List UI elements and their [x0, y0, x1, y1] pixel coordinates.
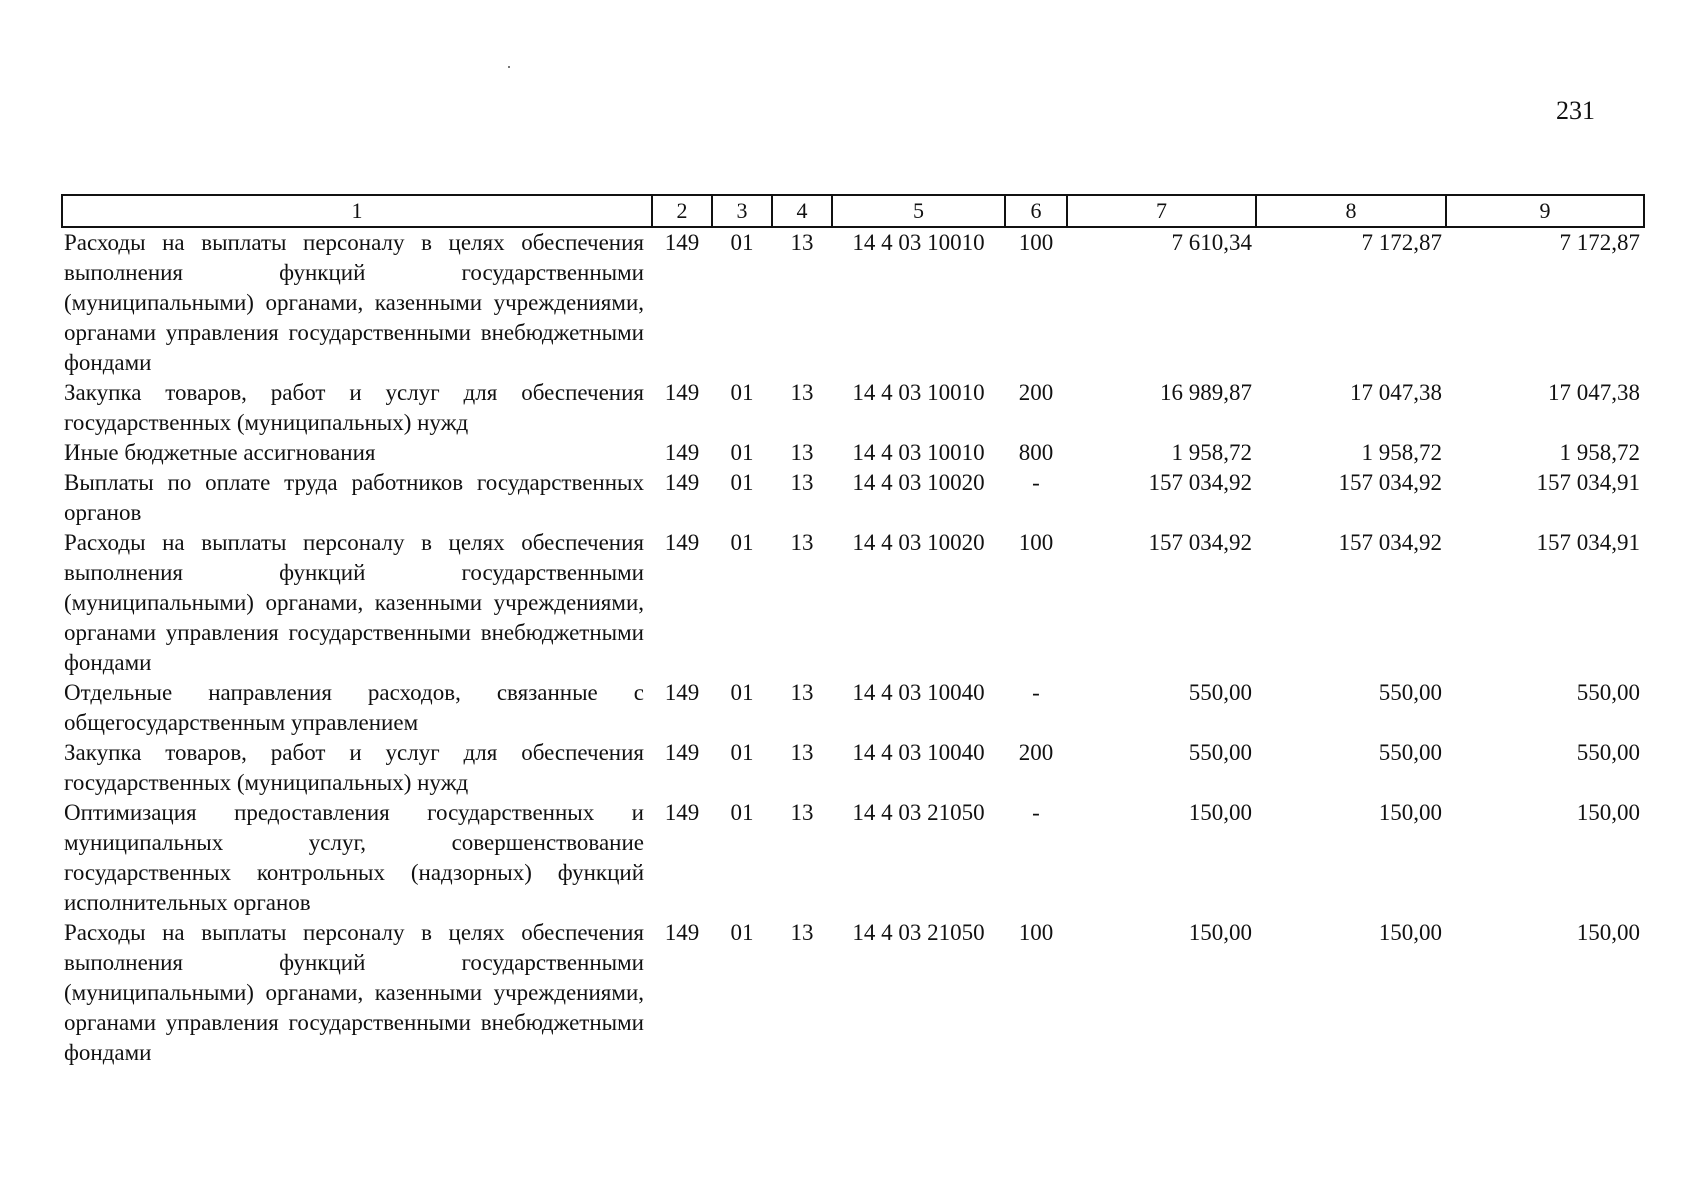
row-name: Расходы на выплаты персоналу в целях обеспечения выполнения функций государственными (муниципальными) органами, казенными учреждениями, органами управления государственными внебюджетными фондами	[64, 230, 644, 375]
row-code-3: 01	[730, 470, 754, 495]
row-code-6: 100	[1018, 530, 1054, 555]
row-code-5: 14 4 03 10010	[852, 230, 985, 255]
header-cell-3: 3	[712, 195, 772, 227]
row-amount-9: 150,00	[1576, 800, 1640, 825]
budget-table	[61, 194, 1645, 1068]
row-amount-8: 1 958,72	[1361, 440, 1442, 465]
row-code-6: 200	[1018, 380, 1054, 405]
row-amount-8: 157 034,92	[1338, 530, 1442, 555]
row-code-4: 13	[790, 740, 814, 765]
table-row	[62, 378, 1644, 438]
row-amount-7: 16 989,87	[1160, 380, 1252, 405]
row-code-2: 149	[664, 800, 700, 825]
header-cell-9: 9	[1446, 195, 1644, 227]
row-amount-8: 17 047,38	[1350, 380, 1442, 405]
row-amount-9: 7 172,87	[1559, 230, 1640, 255]
table-row	[62, 918, 1644, 1068]
scan-speck	[508, 66, 510, 68]
row-name: Расходы на выплаты персоналу в целях обеспечения выполнения функций государственными (муниципальными) органами, казенными учреждениями, органами управления государственными внебюджетными фондами	[64, 920, 644, 1065]
row-code-6: 100	[1018, 230, 1054, 255]
row-code-4: 13	[790, 440, 814, 465]
page-number: 231	[1556, 96, 1595, 125]
header-cell-8: 8	[1256, 195, 1446, 227]
header-cell-6: 6	[1005, 195, 1067, 227]
row-code-4: 13	[790, 800, 814, 825]
row-amount-9: 550,00	[1576, 680, 1640, 705]
row-code-3: 01	[730, 920, 754, 945]
row-code-2: 149	[664, 740, 700, 765]
row-amount-8: 550,00	[1378, 680, 1442, 705]
table-row	[62, 738, 1644, 798]
row-code-6: 200	[1018, 740, 1054, 765]
row-code-4: 13	[790, 230, 814, 255]
row-amount-8: 150,00	[1378, 920, 1442, 945]
row-code-5: 14 4 03 10010	[852, 440, 985, 465]
header-row	[62, 195, 1644, 227]
row-code-3: 01	[730, 380, 754, 405]
row-code-4: 13	[790, 530, 814, 555]
row-amount-7: 1 958,72	[1171, 440, 1252, 465]
row-code-5: 14 4 03 10020	[852, 530, 985, 555]
row-code-5: 14 4 03 10010	[852, 380, 985, 405]
table-body	[62, 227, 1644, 1068]
row-name: Выплаты по оплате труда работников государственных органов	[64, 470, 644, 525]
table-row	[62, 528, 1644, 678]
row-code-2: 149	[664, 470, 700, 495]
row-name: Расходы на выплаты персоналу в целях обеспечения выполнения функций государственными (муниципальными) органами, казенными учреждениями, органами управления государственными внебюджетными фондами	[64, 530, 644, 675]
header-cell-5: 5	[832, 195, 1005, 227]
table-row	[62, 227, 1644, 378]
row-amount-9: 550,00	[1576, 740, 1640, 765]
row-amount-9: 1 958,72	[1559, 440, 1640, 465]
row-code-2: 149	[664, 680, 700, 705]
header-cell-4: 4	[772, 195, 832, 227]
row-code-6: -	[1032, 800, 1040, 825]
row-code-3: 01	[730, 680, 754, 705]
row-code-3: 01	[730, 740, 754, 765]
row-code-3: 01	[730, 230, 754, 255]
table-header	[62, 195, 1644, 227]
row-amount-7: 150,00	[1188, 800, 1252, 825]
row-amount-7: 550,00	[1188, 740, 1252, 765]
row-amount-8: 7 172,87	[1361, 230, 1442, 255]
row-code-3: 01	[730, 800, 754, 825]
row-amount-8: 150,00	[1378, 800, 1442, 825]
row-code-6: -	[1032, 680, 1040, 705]
row-code-2: 149	[664, 380, 700, 405]
row-name: Иные бюджетные ассигнования	[64, 440, 376, 465]
row-amount-7: 150,00	[1188, 920, 1252, 945]
row-code-5: 14 4 03 10040	[852, 740, 985, 765]
row-amount-9: 17 047,38	[1548, 380, 1640, 405]
row-code-2: 149	[664, 530, 700, 555]
row-code-5: 14 4 03 10020	[852, 470, 985, 495]
row-amount-9: 150,00	[1576, 920, 1640, 945]
row-code-5: 14 4 03 10040	[852, 680, 985, 705]
row-code-4: 13	[790, 470, 814, 495]
row-code-2: 149	[664, 920, 700, 945]
row-code-6: 100	[1018, 920, 1054, 945]
row-code-2: 149	[664, 230, 700, 255]
row-name: Закупка товаров, работ и услуг для обеспечения государственных (муниципальных) нужд	[64, 740, 644, 795]
row-amount-9: 157 034,91	[1536, 470, 1640, 495]
row-amount-7: 157 034,92	[1148, 470, 1252, 495]
row-code-5: 14 4 03 21050	[852, 800, 985, 825]
row-code-3: 01	[730, 530, 754, 555]
row-code-6: 800	[1018, 440, 1054, 465]
row-code-2: 149	[664, 440, 700, 465]
row-code-4: 13	[790, 380, 814, 405]
row-name: Отдельные направления расходов, связанные с общегосударственным управлением	[64, 680, 644, 735]
table-row	[62, 678, 1644, 738]
row-amount-8: 550,00	[1378, 740, 1442, 765]
row-amount-7: 550,00	[1188, 680, 1252, 705]
row-code-4: 13	[790, 680, 814, 705]
row-code-5: 14 4 03 21050	[852, 920, 985, 945]
table-row	[62, 468, 1644, 528]
row-amount-8: 157 034,92	[1338, 470, 1442, 495]
row-amount-7: 157 034,92	[1148, 530, 1252, 555]
header-cell-1: 1	[62, 195, 652, 227]
row-code-4: 13	[790, 920, 814, 945]
row-amount-7: 7 610,34	[1171, 230, 1252, 255]
header-cell-2: 2	[652, 195, 712, 227]
row-amount-9: 157 034,91	[1536, 530, 1640, 555]
header-cell-7: 7	[1067, 195, 1256, 227]
row-name: Оптимизация предоставления государственных и муниципальных услуг, совершенствование государственных контрольных (надзорных) функций исполнительных органов	[64, 800, 644, 915]
table-row	[62, 438, 1644, 468]
row-code-6: -	[1032, 470, 1040, 495]
row-code-3: 01	[730, 440, 754, 465]
row-name: Закупка товаров, работ и услуг для обеспечения государственных (муниципальных) нужд	[64, 380, 644, 435]
table-row	[62, 798, 1644, 918]
